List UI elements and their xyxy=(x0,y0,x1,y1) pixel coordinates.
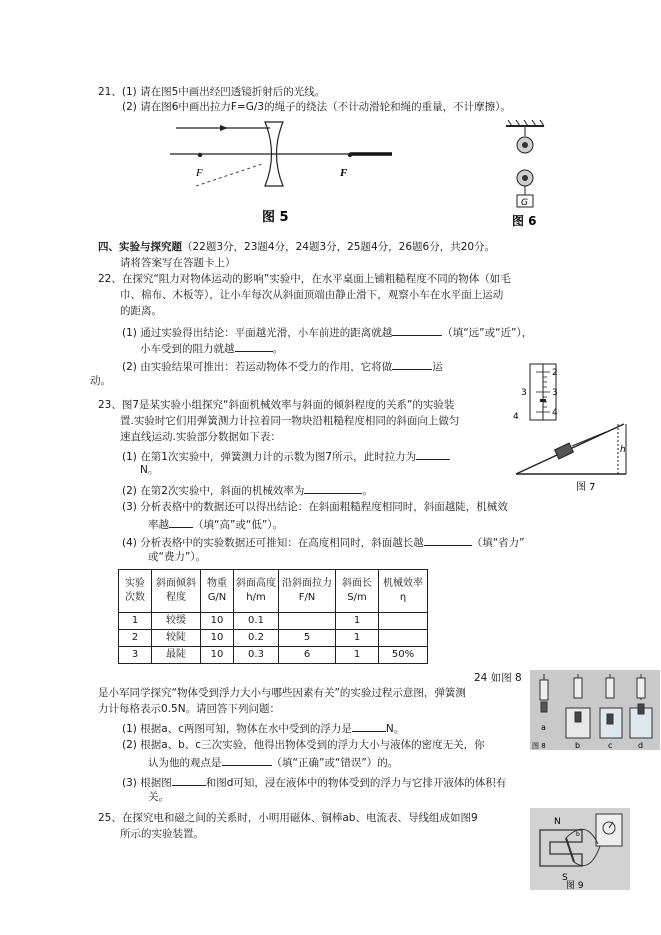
q23-sub3: (3) 分析表格中的数据还可以得出结论：在斜面粗糙程度相同时，斜面越陡，机械效 xyxy=(122,501,508,513)
q23-sub2-end: 。 xyxy=(362,485,373,497)
table-cell: 1 xyxy=(336,613,379,630)
table-cell: 3 xyxy=(119,647,152,664)
table-cell: 2 xyxy=(119,630,152,647)
table-cell: 0.3 xyxy=(234,647,279,664)
q24-answer-blank-3[interactable] xyxy=(172,774,206,786)
fig8-label-a: a xyxy=(541,723,546,732)
figure-6 xyxy=(500,118,550,230)
q22-sub1 xyxy=(122,324,532,340)
fig9-label-n: N xyxy=(554,817,561,827)
fig7-scale-mark-4: 4 xyxy=(552,408,558,418)
fig9-caption: 图 9 xyxy=(566,881,584,890)
q23-sub4-hint: （填“省力” xyxy=(471,537,525,549)
section4-note: 请将答案写在答题卡上） xyxy=(120,257,236,269)
table-header-cell: 斜面高度h/m xyxy=(234,570,279,613)
q22-sub2 xyxy=(122,358,443,374)
q23-answer-blank-3[interactable] xyxy=(169,516,193,528)
q22-line2: 巾、棉布、木板等），让小车每次从斜面顶端由静止滑下，观察小车在水平面上运动 xyxy=(120,289,504,301)
table-header-cell: 实验次数 xyxy=(119,570,152,613)
fig9-label-s: S xyxy=(562,873,568,883)
q23-sub3-hint: （填“高”或“低”）。 xyxy=(193,519,284,531)
q24-line1: 是小军同学探究“物体受到浮力大小与哪些因素有关”的实验过程示意图，弹簧测 xyxy=(98,687,466,699)
fig8-label-c: c xyxy=(608,741,613,750)
q22-sub1-hint: （填“远”或“近”）， xyxy=(442,327,533,339)
fig7-h-label: h xyxy=(620,445,626,455)
q24-sub3-text: (3) 根据图 xyxy=(122,777,172,789)
table-cell: 1 xyxy=(119,613,152,630)
table-cell xyxy=(279,613,336,630)
fig5-focus-left xyxy=(198,153,202,157)
q23-sub3-cont-text: 率越 xyxy=(148,519,169,531)
fig7-string xyxy=(572,432,606,446)
table-cell: 5 xyxy=(279,630,336,647)
table-cell xyxy=(379,630,428,647)
fig5-dashed-ray xyxy=(196,164,262,186)
q23-answer-blank-4[interactable] xyxy=(424,534,472,546)
q24-sub1 xyxy=(122,720,404,736)
q25-line2: 所示的实验装置。 xyxy=(120,828,204,840)
fig7-scale-mark-2: 2 xyxy=(552,368,558,378)
table-header-row xyxy=(119,570,428,613)
fig8-setup-a xyxy=(540,674,548,712)
fig5-label-f-right: F xyxy=(340,167,348,179)
q23-sub3-cont xyxy=(148,516,283,532)
q22-answer-blank-1[interactable] xyxy=(392,324,442,336)
q23-answer-blank-2[interactable] xyxy=(304,482,362,494)
table-header-cell: 斜面倾斜程度 xyxy=(152,570,201,613)
q21-line2: (2) 请在图6中画出拉力F=G/3的绳子的绕法（不计动滑轮和绳的重量，不计摩擦）。 xyxy=(122,101,511,113)
q23-answer-blank-1[interactable] xyxy=(416,448,450,460)
figure-5 xyxy=(170,118,410,228)
q24-sub3-cont: 关。 xyxy=(148,791,169,803)
section4-header xyxy=(98,240,495,254)
q23-line3: 速直线运动.实验部分数据如下表： xyxy=(120,431,281,443)
fig5-caption: 图 5 xyxy=(262,210,289,225)
table-cell xyxy=(379,613,428,630)
q24-sub3-text2: 和图d可知，浸在液体中的物体受到的浮力与它排开液体的体积有 xyxy=(205,777,507,789)
fig7-scale-mark-3-left: 3 xyxy=(521,388,527,398)
q23-sub4 xyxy=(122,534,525,550)
table-cell: 10 xyxy=(201,613,234,630)
q23-sub1-unit: N。 xyxy=(140,464,159,476)
q21-line1: 21、(1) 请在图5中画出经凹透镜折射后的光线。 xyxy=(98,86,326,98)
figure-8-photo xyxy=(530,670,660,750)
table-cell: 较缓 xyxy=(152,613,201,630)
table-cell: 0.2 xyxy=(234,630,279,647)
q23-sub4-text: (4) 分析表格中的实验数据还可推知：在高度相同时，斜面越长越 xyxy=(122,537,424,549)
q23-line2: 置.实验时它们用弹簧测力计拉着同一物块沿粗糙程度相同的斜面向上做匀 xyxy=(120,415,460,427)
q25-line1: 25、在探究电和磁之间的关系时，小明用磁体、铜棒ab、电流表、导线组成如图9 xyxy=(98,812,478,824)
q22-line1: 22、在探究“阻力对物体运动的影响”实验中，在水平桌面上铺粗糙程度不同的物体（如毛 xyxy=(98,273,511,285)
q22-sub2-text: (2) 由实验结果可推出：若运动物体不受力的作用，它将做 xyxy=(122,361,393,373)
table-cell: 10 xyxy=(201,647,234,664)
fig7-pointer xyxy=(540,399,546,402)
table-row xyxy=(119,613,428,630)
fig5-label-f-left: F xyxy=(196,167,203,179)
q24-sub1-text: (1) 根据a、c两图可知，物体在水中受到的浮力是 xyxy=(122,723,352,735)
q24-line0: 24 如图 8 xyxy=(474,672,522,684)
fig9-ammeter xyxy=(596,814,622,846)
fig6-caption: 图 6 xyxy=(512,214,537,228)
table-header-cell: 斜面长S/m xyxy=(336,570,379,613)
fig7-caption: 图 7 xyxy=(576,482,596,492)
fig8-label-b: b xyxy=(575,741,581,750)
fig5-ray-arrow xyxy=(220,125,228,131)
table-cell: 0.1 xyxy=(234,613,279,630)
fig7-scale-mark-3: 3 xyxy=(552,388,558,398)
table-cell: 6 xyxy=(279,647,336,664)
q22-sub2-cont: 动。 xyxy=(90,375,111,387)
figure-9-photo xyxy=(530,808,630,890)
q24-sub1-unit: N。 xyxy=(385,723,405,735)
table-header-cell: 物重G/N xyxy=(201,570,234,613)
table-cell: 1 xyxy=(336,630,379,647)
table-cell: 1 xyxy=(336,647,379,664)
q23-sub1 xyxy=(122,448,450,464)
fig8-label-d: d xyxy=(638,741,644,750)
q24-sub3 xyxy=(122,774,506,790)
q22-sub2-tail: 运 xyxy=(432,361,443,373)
q22-answer-blank-3[interactable] xyxy=(392,358,432,370)
table-header-cell: 机械效率η xyxy=(379,570,428,613)
q24-sub2-hint: （填“正确”或“错误”）的。 xyxy=(271,757,399,769)
fig8-caption: 图 8 xyxy=(532,742,546,750)
q23-sub1-text: (1) 在第1次实验中，弹簧测力计的示数为图7所示，此时拉力为 xyxy=(122,451,417,463)
q24-sub2: (2) 根据a、b、c三次实验，他得出物体受到的浮力大小与液体的密度无关，你 xyxy=(122,739,485,751)
q24-answer-blank-2[interactable] xyxy=(222,754,272,766)
q22-line3: 的距离。 xyxy=(120,305,162,317)
fig9-label-b: b xyxy=(576,831,580,838)
q24-sub2-cont xyxy=(148,754,398,770)
q24-answer-blank-1[interactable] xyxy=(352,720,386,732)
q24-line2: 力计每格表示0.5N。请回答下列问题： xyxy=(98,703,281,715)
q22-sub1-cont-text: 小车受到的阻力就越 xyxy=(140,343,235,355)
q23-sub2 xyxy=(122,482,373,498)
q24-sub2-cont-text: 认为他的观点是 xyxy=(148,757,222,769)
q22-sub1-text: (1) 通过实验得出结论：平面越光滑，小车前进的距离就越 xyxy=(122,327,393,339)
q23-sub2-text: (2) 在第2次实验中，斜面的机械效率为 xyxy=(122,485,305,497)
figure-7 xyxy=(508,362,636,492)
q23-data-table xyxy=(118,569,428,664)
table-cell: 较陡 xyxy=(152,630,201,647)
q22-sub1-cont xyxy=(140,340,283,356)
table-cell: 10 xyxy=(201,630,234,647)
fig7-scale-mark-4-left: 4 xyxy=(513,412,519,422)
q23-sub4-cont: 或“费力”）。 xyxy=(148,551,207,563)
q22-sub1-end: 。 xyxy=(272,343,283,355)
table-header-cell: 沿斜面拉力F/N xyxy=(279,570,336,613)
table-row xyxy=(119,647,428,664)
section4-scoring: （22题3分，23题4分，24题3分，25题4分，26题6分，共20分。 xyxy=(182,241,496,253)
table-row xyxy=(119,630,428,647)
table-cell: 最陡 xyxy=(152,647,201,664)
fig7-block xyxy=(555,443,574,459)
fig6-weight-label: G xyxy=(521,198,528,208)
section4-title: 四、实验与探究题 xyxy=(98,241,182,253)
table-cell: 50% xyxy=(379,647,428,664)
q22-answer-blank-2[interactable] xyxy=(235,340,273,352)
fig5-focus-right xyxy=(348,153,352,157)
q23-line1: 23、图7是某实验小组探究“斜面机械效率与斜面的倾斜程度的关系”的实验装 xyxy=(98,399,455,411)
